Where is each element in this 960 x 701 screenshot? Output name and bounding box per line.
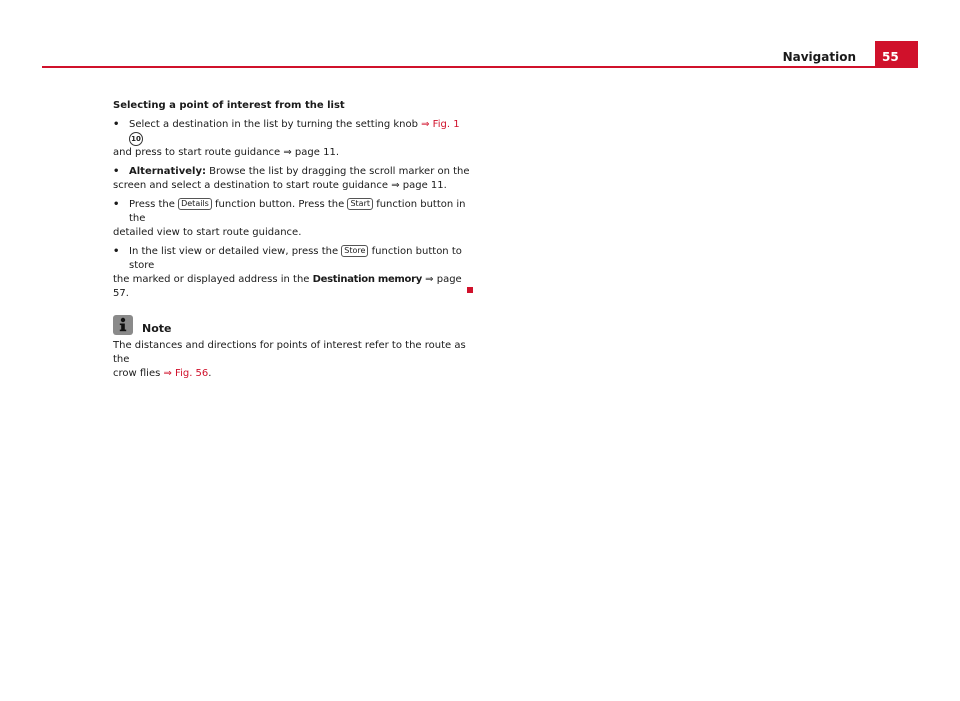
note-header — [113, 314, 473, 336]
note-line: . — [208, 368, 212, 379]
figure-link[interactable]: ⇒ Fig. 56 — [163, 368, 209, 379]
bullet-icon: • — [113, 199, 120, 210]
header-rule — [42, 66, 918, 68]
bullet-text: Select a destination in the list by turning the setting knob — [129, 119, 422, 130]
details-key: Details — [178, 198, 212, 210]
bullet-text: ⇒ page 57. — [113, 274, 462, 299]
list-item — [113, 245, 473, 301]
bullet-text-continued — [113, 273, 473, 301]
info-icon — [113, 315, 133, 335]
bullet-icon: • — [113, 166, 120, 177]
bold-term: Destination memory — [312, 274, 422, 285]
note-text — [113, 339, 473, 381]
bullet-text: the marked or displayed address in the — [113, 274, 313, 285]
note-line: crow flies — [113, 368, 164, 379]
bold-text: Alternatively: — [129, 166, 206, 177]
list-item — [113, 198, 473, 240]
figure-link[interactable]: ⇒ Fig. 1 — [421, 119, 460, 130]
page-number: 55 — [875, 41, 918, 66]
section-heading: Selecting a point of interest from the list — [113, 100, 345, 111]
list-item — [113, 165, 473, 193]
bullet-text: Browse the list by dragging the scroll marker on the — [205, 166, 470, 177]
start-key: Start — [347, 198, 373, 210]
end-of-section-marker — [467, 287, 473, 293]
section-title: Navigation — [782, 50, 856, 64]
bullet-text: In the list view or detailed view, press the — [129, 246, 342, 257]
callout-number: 10 — [129, 132, 143, 146]
bullet-text: detailed view to start route guidance. — [113, 227, 302, 238]
store-key: Store — [341, 245, 368, 257]
bullet-text: function button to store — [129, 246, 462, 271]
list-item — [113, 118, 473, 160]
bullet-text: and press to start route guidance ⇒ page 11. — [113, 147, 339, 158]
bullet-text: Press the — [129, 199, 179, 210]
bullet-text: screen and select a destination to start route guidance ⇒ page 11. — [113, 180, 447, 191]
bullet-text: function button in the — [129, 199, 466, 224]
bullet-icon: • — [113, 119, 120, 130]
note-title: Note — [142, 322, 172, 335]
page-content — [113, 99, 473, 381]
note-line: The distances and directions for points of interest refer to the route as the — [113, 340, 466, 365]
bullet-icon: • — [113, 246, 120, 257]
bullet-text: function button. Press the — [211, 199, 348, 210]
